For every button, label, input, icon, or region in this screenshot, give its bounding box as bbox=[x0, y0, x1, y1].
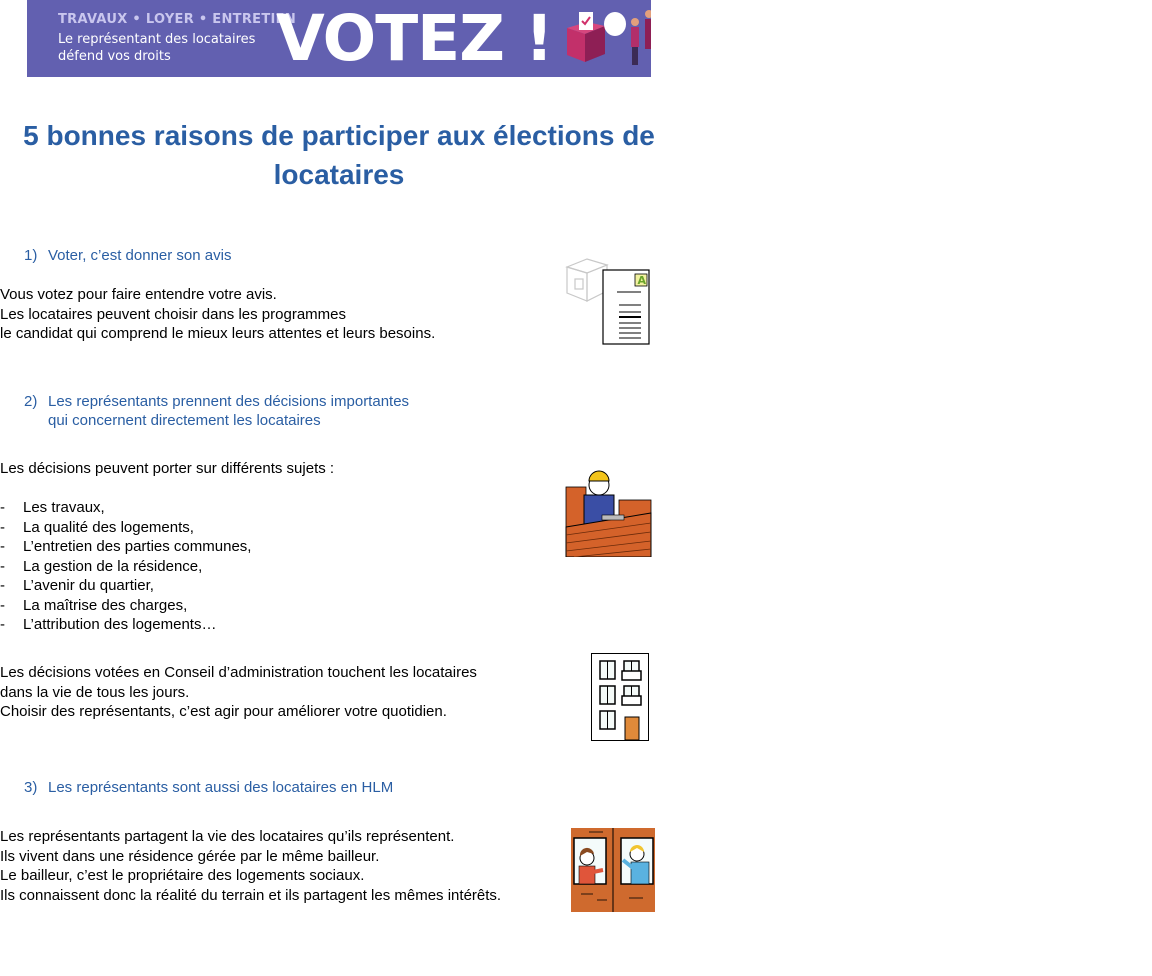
building-icon bbox=[591, 653, 649, 741]
section-heading-text: Les représentants sont aussi des locataires en HLM bbox=[48, 779, 394, 796]
ballot-box-icon bbox=[563, 257, 651, 347]
paragraph-line: Les locataires peuvent choisir dans les programmes bbox=[0, 305, 347, 323]
page-title: 5 bonnes raisons de participer aux élections de locataires bbox=[23, 120, 655, 190]
paragraph-line: Choisir des représentants, c’est agir pour améliorer votre quotidien. bbox=[0, 703, 447, 720]
list-item: - La qualité des logements, bbox=[0, 518, 194, 536]
ballot-people-illustration-icon bbox=[557, 0, 651, 77]
section-number: 1) bbox=[24, 247, 38, 264]
paragraph-line: le candidat qui comprend le mieux leurs attentes et leurs besoins. bbox=[0, 325, 436, 342]
list-item: - Les travaux, bbox=[0, 499, 105, 516]
bricklayer-icon bbox=[564, 465, 652, 557]
paragraph-line: Ils connaissent donc la réalité du terrain et ils partagent les mêmes intérêts. bbox=[0, 886, 502, 904]
section-number: 2) bbox=[24, 393, 38, 410]
decision-topics-list bbox=[0, 498, 251, 635]
section-2-paragraph bbox=[0, 663, 477, 722]
banner-subtitle bbox=[58, 31, 255, 65]
section-heading-text: qui concernent directement les locataires bbox=[48, 412, 321, 429]
section-1-paragraph bbox=[0, 285, 435, 344]
section-heading-text: Voter, c’est donner son avis bbox=[48, 247, 232, 264]
paragraph-line: Le bailleur, c’est le propriétaire des logements sociaux. bbox=[0, 867, 365, 884]
vote-banner bbox=[27, 0, 651, 77]
list-item: - L’avenir du quartier, bbox=[0, 577, 154, 594]
section-number: 3) bbox=[24, 779, 38, 796]
section-heading-text: Les représentants prennent des décisions importantes bbox=[48, 393, 410, 410]
banner-subtitle-line: Le représentant des locataires bbox=[58, 32, 256, 47]
banner-subtitle-line: défend vos droits bbox=[58, 49, 171, 64]
paragraph-line: Ils vivent dans une résidence gérée par le même bailleur. bbox=[0, 847, 380, 865]
list-item: - La gestion de la résidence, bbox=[0, 557, 203, 575]
section-3-paragraph bbox=[0, 827, 501, 905]
list-item: - L’attribution des logements… bbox=[0, 616, 217, 633]
list-item: - La maîtrise des charges, bbox=[0, 596, 188, 614]
banner-keywords: TRAVAUX • LOYER • ENTRETIEN bbox=[58, 12, 296, 27]
section-2-intro: Les décisions peuvent porter sur différents sujets : bbox=[0, 460, 335, 477]
banner-headline: VOTEZ ! bbox=[276, 2, 553, 75]
paragraph-line: Les décisions votées en Conseil d’administration touchent les locataires bbox=[0, 664, 477, 681]
paragraph-line: Les représentants partagent la vie des locataires qu’ils représentent. bbox=[0, 828, 455, 845]
paragraph-line: Vous votez pour faire entendre votre avis. bbox=[0, 286, 277, 303]
list-item: - L’entretien des parties communes, bbox=[0, 538, 252, 555]
paragraph-line: dans la vie de tous les jours. bbox=[0, 683, 190, 701]
neighbors-icon bbox=[571, 828, 655, 912]
svg-text:A: A bbox=[637, 274, 647, 287]
